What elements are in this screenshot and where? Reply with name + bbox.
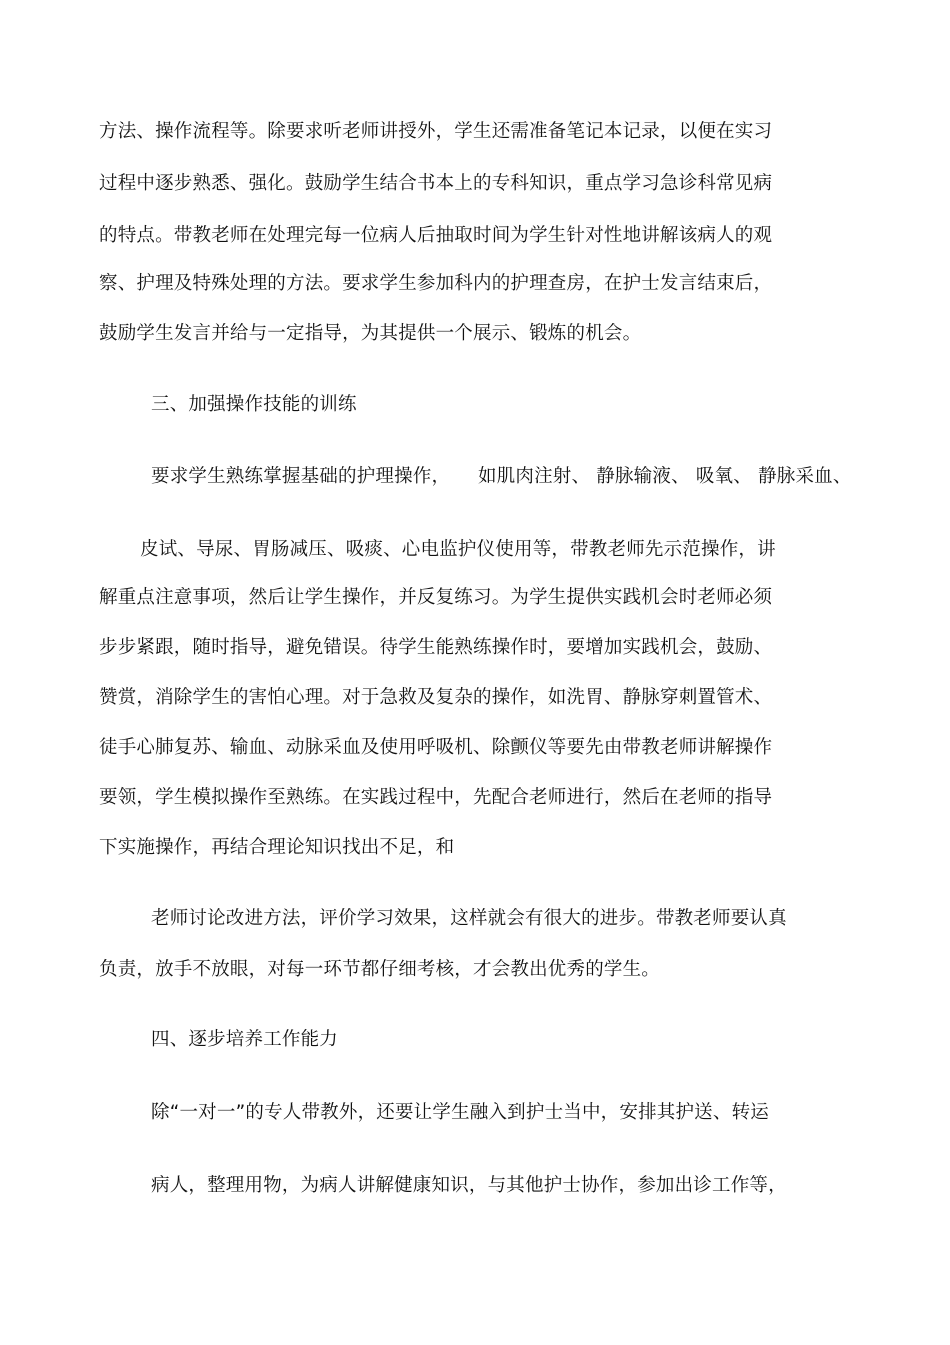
body-line: 察、护理及特殊处理的方法。要求学生参加科内的护理查房，在护士发言结束后， xyxy=(99,273,773,294)
body-line: 皮试、导尿、胃肠减压、吸痰、心电监护仪使用等，带教老师先示范操作，讲 xyxy=(140,539,776,560)
body-line: 负责，放手不放眼，对每一环节都仔细考核，才会教出优秀的学生。 xyxy=(99,959,661,980)
body-line: 要领，学生模拟操作至熟练。在实践过程中，先配合老师进行，然后在老师的指导 xyxy=(99,787,773,808)
body-line: 病人，整理用物，为病人讲解健康知识，与其他护士协作，参加出诊工作等， xyxy=(151,1175,787,1196)
body-line: 过程中逐步熟悉、强化。鼓励学生结合书本上的专科知识，重点学习急诊科常见病 xyxy=(99,173,773,194)
body-line: 要求学生熟练掌握基础的护理操作， xyxy=(151,466,451,487)
body-line: 解重点注意事项，然后让学生操作，并反复练习。为学生提供实践机会时老师必须 xyxy=(99,587,773,608)
body-line: 步步紧跟，随时指导，避免错误。待学生能熟练操作时，要增加实践机会，鼓励、 xyxy=(99,637,773,658)
body-line: 徒手心肺复苏、输血、动脉采血及使用呼吸机、除颤仪等要先由带教老师讲解操作 xyxy=(99,737,773,758)
body-line: 除“一对一”的专人带教外，还要让学生融入到护士当中，安排其护送、转运 xyxy=(151,1102,769,1123)
body-line: 下实施操作，再结合理论知识找出不足，和 xyxy=(99,837,455,858)
body-line: 的特点。带教老师在处理完每一位病人后抽取时间为学生针对性地讲解该病人的观 xyxy=(99,225,773,246)
body-line: 鼓励学生发言并给与一定指导，为其提供一个展示、锻炼的机会。 xyxy=(99,323,642,344)
body-line: 如肌肉注射、 静脉输液、 吸氧、 静脉采血、 xyxy=(478,466,852,487)
body-line: 方法、操作流程等。除要求听老师讲授外，学生还需准备笔记本记录，以便在实习 xyxy=(99,121,773,142)
section-heading: 三、加强操作技能的训练 xyxy=(151,394,357,415)
body-line: 赞赏，消除学生的害怕心理。对于急救及复杂的操作，如洗胃、静脉穿刺置管术、 xyxy=(99,687,773,708)
section-heading: 四、逐步培养工作能力 xyxy=(151,1029,339,1050)
body-line: 老师讨论改进方法，评价学习效果，这样就会有很大的进步。带教老师要认真 xyxy=(151,908,787,929)
